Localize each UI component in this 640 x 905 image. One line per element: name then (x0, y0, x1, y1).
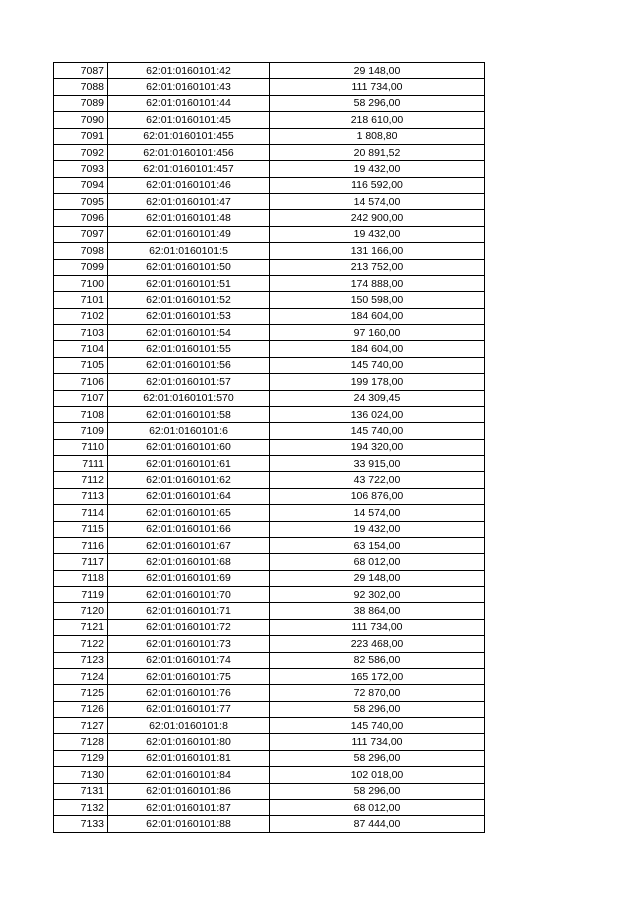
row-number-cell: 7089 (54, 95, 108, 111)
cadastral-value-cell: 68 012,00 (270, 799, 485, 815)
table-row (54, 521, 485, 537)
table-row (54, 308, 485, 324)
row-number-cell: 7114 (54, 505, 108, 521)
cadastral-number-cell: 62:01:0160101:68 (108, 554, 270, 570)
cadastral-number-cell: 62:01:0160101:47 (108, 194, 270, 210)
table-row (54, 390, 485, 406)
row-number-cell: 7108 (54, 406, 108, 422)
cadastral-number-cell: 62:01:0160101:76 (108, 685, 270, 701)
cadastral-value-cell: 87 444,00 (270, 816, 485, 832)
table-row (54, 701, 485, 717)
cadastral-value-cell: 14 574,00 (270, 505, 485, 521)
table-row (54, 554, 485, 570)
cadastral-number-cell: 62:01:0160101:44 (108, 95, 270, 111)
cadastral-number-cell: 62:01:0160101:52 (108, 292, 270, 308)
table-row (54, 472, 485, 488)
cadastral-value-cell: 174 888,00 (270, 275, 485, 291)
cadastral-value-cell: 111 734,00 (270, 619, 485, 635)
table-row (54, 488, 485, 504)
cadastral-number-cell: 62:01:0160101:65 (108, 505, 270, 521)
cadastral-number-cell: 62:01:0160101:43 (108, 79, 270, 95)
cadastral-value-cell: 24 309,45 (270, 390, 485, 406)
cadastral-value-cell: 145 740,00 (270, 423, 485, 439)
row-number-cell: 7127 (54, 718, 108, 734)
row-number-cell: 7094 (54, 177, 108, 193)
cadastral-value-cell: 1 808,80 (270, 128, 485, 144)
cadastral-number-cell: 62:01:0160101:6 (108, 423, 270, 439)
cadastral-value-cell: 111 734,00 (270, 734, 485, 750)
row-number-cell: 7088 (54, 79, 108, 95)
cadastral-number-cell: 62:01:0160101:84 (108, 767, 270, 783)
table-row (54, 292, 485, 308)
table-row (54, 161, 485, 177)
cadastral-number-cell: 62:01:0160101:86 (108, 783, 270, 799)
table-row (54, 439, 485, 455)
table-body (54, 63, 485, 833)
cadastral-number-cell: 62:01:0160101:8 (108, 718, 270, 734)
cadastral-value-cell: 213 752,00 (270, 259, 485, 275)
row-number-cell: 7110 (54, 439, 108, 455)
cadastral-value-cell: 97 160,00 (270, 325, 485, 341)
cadastral-value-cell: 106 876,00 (270, 488, 485, 504)
cadastral-number-cell: 62:01:0160101:73 (108, 636, 270, 652)
row-number-cell: 7096 (54, 210, 108, 226)
cadastral-number-cell: 62:01:0160101:457 (108, 161, 270, 177)
cadastral-number-cell: 62:01:0160101:77 (108, 701, 270, 717)
row-number-cell: 7097 (54, 226, 108, 242)
cadastral-number-cell: 62:01:0160101:46 (108, 177, 270, 193)
row-number-cell: 7128 (54, 734, 108, 750)
table-row (54, 243, 485, 259)
row-number-cell: 7103 (54, 325, 108, 341)
cadastral-value-cell: 131 166,00 (270, 243, 485, 259)
table-row (54, 226, 485, 242)
row-number-cell: 7131 (54, 783, 108, 799)
cadastral-number-cell: 62:01:0160101:57 (108, 374, 270, 390)
cadastral-value-cell: 58 296,00 (270, 701, 485, 717)
cadastral-number-cell: 62:01:0160101:67 (108, 537, 270, 553)
table-row (54, 652, 485, 668)
table-row (54, 537, 485, 553)
cadastral-number-cell: 62:01:0160101:456 (108, 144, 270, 160)
cadastral-value-cell: 116 592,00 (270, 177, 485, 193)
cadastral-number-cell: 62:01:0160101:71 (108, 603, 270, 619)
row-number-cell: 7100 (54, 275, 108, 291)
table-row (54, 374, 485, 390)
table-row (54, 325, 485, 341)
table-row (54, 112, 485, 128)
row-number-cell: 7121 (54, 619, 108, 635)
cadastral-value-cell: 145 740,00 (270, 718, 485, 734)
row-number-cell: 7107 (54, 390, 108, 406)
cadastral-number-cell: 62:01:0160101:60 (108, 439, 270, 455)
table-row (54, 799, 485, 815)
cadastral-value-cell: 29 148,00 (270, 570, 485, 586)
cadastral-number-cell: 62:01:0160101:49 (108, 226, 270, 242)
cadastral-number-cell: 62:01:0160101:50 (108, 259, 270, 275)
table-row (54, 406, 485, 422)
cadastral-value-cell: 19 432,00 (270, 161, 485, 177)
row-number-cell: 7104 (54, 341, 108, 357)
cadastral-value-cell: 33 915,00 (270, 456, 485, 472)
row-number-cell: 7095 (54, 194, 108, 210)
row-number-cell: 7124 (54, 668, 108, 684)
table-row (54, 718, 485, 734)
cadastral-number-cell: 62:01:0160101:62 (108, 472, 270, 488)
cadastral-value-cell: 43 722,00 (270, 472, 485, 488)
table-row (54, 636, 485, 652)
table-row (54, 79, 485, 95)
table-row (54, 177, 485, 193)
cadastral-number-cell: 62:01:0160101:56 (108, 357, 270, 373)
cadastral-value-cell: 223 468,00 (270, 636, 485, 652)
table-row (54, 505, 485, 521)
cadastral-number-cell: 62:01:0160101:48 (108, 210, 270, 226)
row-number-cell: 7123 (54, 652, 108, 668)
cadastral-value-cell: 20 891,52 (270, 144, 485, 160)
cadastral-value-table (53, 62, 485, 833)
row-number-cell: 7113 (54, 488, 108, 504)
row-number-cell: 7102 (54, 308, 108, 324)
table-row (54, 685, 485, 701)
cadastral-value-cell: 68 012,00 (270, 554, 485, 570)
cadastral-number-cell: 62:01:0160101:42 (108, 63, 270, 79)
cadastral-value-cell: 218 610,00 (270, 112, 485, 128)
cadastral-value-cell: 58 296,00 (270, 95, 485, 111)
table-row (54, 423, 485, 439)
row-number-cell: 7129 (54, 750, 108, 766)
table-row (54, 95, 485, 111)
row-number-cell: 7117 (54, 554, 108, 570)
cadastral-number-cell: 62:01:0160101:75 (108, 668, 270, 684)
table-row (54, 734, 485, 750)
cadastral-number-cell: 62:01:0160101:45 (108, 112, 270, 128)
cadastral-number-cell: 62:01:0160101:74 (108, 652, 270, 668)
row-number-cell: 7090 (54, 112, 108, 128)
cadastral-value-cell: 184 604,00 (270, 308, 485, 324)
cadastral-number-cell: 62:01:0160101:61 (108, 456, 270, 472)
cadastral-value-cell: 199 178,00 (270, 374, 485, 390)
table-row (54, 587, 485, 603)
cadastral-value-cell: 194 320,00 (270, 439, 485, 455)
cadastral-value-cell: 145 740,00 (270, 357, 485, 373)
table-row (54, 210, 485, 226)
table-row (54, 341, 485, 357)
row-number-cell: 7111 (54, 456, 108, 472)
cadastral-value-cell: 19 432,00 (270, 521, 485, 537)
row-number-cell: 7087 (54, 63, 108, 79)
cadastral-number-cell: 62:01:0160101:53 (108, 308, 270, 324)
row-number-cell: 7122 (54, 636, 108, 652)
cadastral-value-cell: 136 024,00 (270, 406, 485, 422)
cadastral-value-cell: 19 432,00 (270, 226, 485, 242)
table-row (54, 259, 485, 275)
row-number-cell: 7105 (54, 357, 108, 373)
cadastral-number-cell: 62:01:0160101:80 (108, 734, 270, 750)
cadastral-value-cell: 242 900,00 (270, 210, 485, 226)
row-number-cell: 7101 (54, 292, 108, 308)
row-number-cell: 7116 (54, 537, 108, 553)
cadastral-number-cell: 62:01:0160101:70 (108, 587, 270, 603)
cadastral-value-cell: 92 302,00 (270, 587, 485, 603)
cadastral-number-cell: 62:01:0160101:55 (108, 341, 270, 357)
row-number-cell: 7130 (54, 767, 108, 783)
table-row (54, 357, 485, 373)
row-number-cell: 7099 (54, 259, 108, 275)
cadastral-number-cell: 62:01:0160101:64 (108, 488, 270, 504)
cadastral-number-cell: 62:01:0160101:66 (108, 521, 270, 537)
cadastral-number-cell: 62:01:0160101:570 (108, 390, 270, 406)
cadastral-value-cell: 63 154,00 (270, 537, 485, 553)
table-row (54, 603, 485, 619)
table-row (54, 63, 485, 79)
table-row (54, 144, 485, 160)
table-row (54, 816, 485, 832)
cadastral-number-cell: 62:01:0160101:5 (108, 243, 270, 259)
cadastral-number-cell: 62:01:0160101:51 (108, 275, 270, 291)
row-number-cell: 7125 (54, 685, 108, 701)
table-row (54, 767, 485, 783)
table-row (54, 570, 485, 586)
cadastral-number-cell: 62:01:0160101:455 (108, 128, 270, 144)
row-number-cell: 7109 (54, 423, 108, 439)
row-number-cell: 7112 (54, 472, 108, 488)
row-number-cell: 7118 (54, 570, 108, 586)
cadastral-value-cell: 29 148,00 (270, 63, 485, 79)
row-number-cell: 7119 (54, 587, 108, 603)
cadastral-value-cell: 184 604,00 (270, 341, 485, 357)
cadastral-number-cell: 62:01:0160101:81 (108, 750, 270, 766)
table-row (54, 783, 485, 799)
cadastral-value-cell: 38 864,00 (270, 603, 485, 619)
row-number-cell: 7093 (54, 161, 108, 177)
row-number-cell: 7132 (54, 799, 108, 815)
table-row (54, 668, 485, 684)
cadastral-value-cell: 102 018,00 (270, 767, 485, 783)
table-row (54, 750, 485, 766)
cadastral-number-cell: 62:01:0160101:87 (108, 799, 270, 815)
row-number-cell: 7091 (54, 128, 108, 144)
table-row (54, 456, 485, 472)
cadastral-number-cell: 62:01:0160101:58 (108, 406, 270, 422)
cadastral-value-cell: 14 574,00 (270, 194, 485, 210)
row-number-cell: 7092 (54, 144, 108, 160)
cadastral-value-cell: 72 870,00 (270, 685, 485, 701)
cadastral-value-cell: 111 734,00 (270, 79, 485, 95)
cadastral-value-cell: 58 296,00 (270, 750, 485, 766)
cadastral-number-cell: 62:01:0160101:54 (108, 325, 270, 341)
row-number-cell: 7115 (54, 521, 108, 537)
cadastral-value-cell: 82 586,00 (270, 652, 485, 668)
row-number-cell: 7098 (54, 243, 108, 259)
table-row (54, 619, 485, 635)
cadastral-value-cell: 165 172,00 (270, 668, 485, 684)
cadastral-number-cell: 62:01:0160101:72 (108, 619, 270, 635)
row-number-cell: 7133 (54, 816, 108, 832)
cadastral-number-cell: 62:01:0160101:88 (108, 816, 270, 832)
row-number-cell: 7120 (54, 603, 108, 619)
row-number-cell: 7106 (54, 374, 108, 390)
row-number-cell: 7126 (54, 701, 108, 717)
cadastral-number-cell: 62:01:0160101:69 (108, 570, 270, 586)
cadastral-value-cell: 58 296,00 (270, 783, 485, 799)
cadastral-value-cell: 150 598,00 (270, 292, 485, 308)
table-row (54, 128, 485, 144)
table-row (54, 275, 485, 291)
table-row (54, 194, 485, 210)
